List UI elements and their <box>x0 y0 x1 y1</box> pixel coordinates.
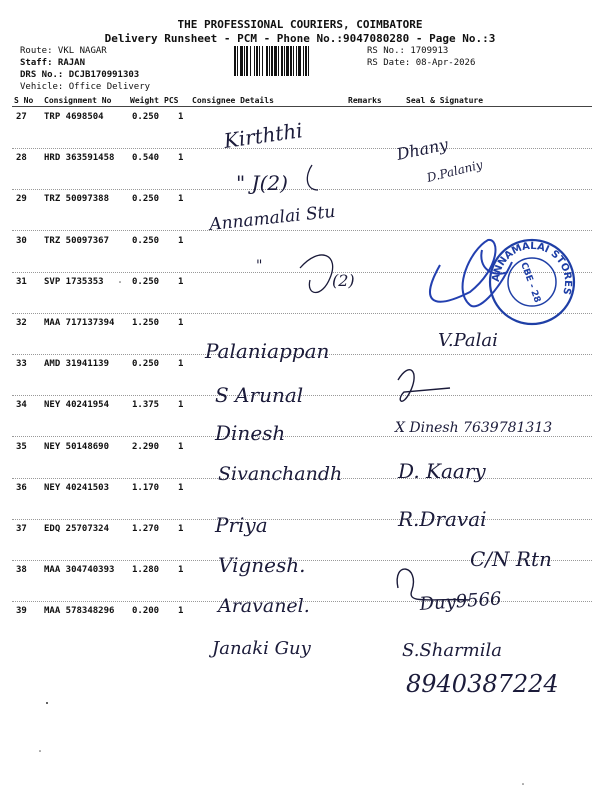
row-pcs: 1 <box>178 359 184 369</box>
col-consignment: Consignment No <box>44 96 112 105</box>
staff-label: Staff: RAJAN <box>20 58 86 68</box>
row-divider <box>12 189 592 190</box>
row-weight: 0.540 <box>132 153 160 163</box>
sig-28b: D.Palaniy <box>425 157 485 185</box>
row-divider <box>12 560 592 561</box>
row-pcs: 1 <box>178 153 184 163</box>
barcode-bar <box>237 46 238 76</box>
row-weight: 0.250 <box>132 277 160 287</box>
barcode-bar <box>240 46 243 76</box>
barcode-bar <box>262 46 263 76</box>
col-seal: Seal & Signature <box>406 96 484 105</box>
barcode-bar <box>271 46 273 76</box>
hand-name-33: S Arunal <box>215 383 304 407</box>
hand-name-29: Annamalai Stu <box>208 201 337 235</box>
barcode <box>234 46 362 76</box>
barcode-bar <box>234 46 236 76</box>
store-stamp <box>490 240 574 324</box>
barcode-bar <box>281 46 283 76</box>
scribble-28 <box>307 165 318 190</box>
row-pcs: 1 <box>178 606 184 616</box>
row-pcs: 1 <box>178 277 184 287</box>
row-sno: 31 <box>16 277 27 287</box>
receiver-phone: 8940387224 <box>406 670 559 698</box>
barcode-bar <box>256 46 258 76</box>
row-consignment: MAA 304740393 <box>44 565 115 575</box>
sig-37: C/N Rtn <box>470 547 552 571</box>
row-sno: 35 <box>16 442 27 452</box>
barcode-bar <box>259 46 260 76</box>
row-consignment: TRZ 50097367 <box>44 236 110 246</box>
signature-33 <box>398 370 450 402</box>
col-remarks: Remarks <box>348 96 382 105</box>
row-divider <box>12 230 592 231</box>
vehicle-label: Vehicle: Office Delivery <box>20 82 151 92</box>
row-consignment: TRZ 50097388 <box>44 194 110 204</box>
sig-28: Dhany <box>394 134 450 164</box>
blue-signature <box>430 240 512 306</box>
row-sno: 34 <box>16 400 27 410</box>
row-weight: 1.375 <box>132 400 160 410</box>
row-pcs: 1 <box>178 565 184 575</box>
barcode-bar <box>298 46 301 76</box>
row-weight: 2.290 <box>132 442 160 452</box>
row-pcs: 1 <box>178 236 184 246</box>
barcode-bar <box>296 46 297 76</box>
row-weight: 1.250 <box>132 318 160 328</box>
row-divider <box>12 354 592 355</box>
row-divider <box>12 519 592 520</box>
speck <box>46 702 48 704</box>
sig-36: R.Dravai <box>398 507 487 531</box>
row-consignment: SVP 1735353 <box>44 277 104 287</box>
row-consignment: AMD 31941139 <box>44 359 110 369</box>
row-consignment: HRD 363591458 <box>44 153 115 163</box>
drs-number: DRS No.: DCJB170991303 <box>20 70 140 80</box>
barcode-bar <box>305 46 307 76</box>
rs-date: RS Date: 08-Apr-2026 <box>367 58 476 68</box>
row-sno: 33 <box>16 359 27 369</box>
stamp-inner-ring <box>508 258 556 306</box>
signature-38-stroke <box>397 569 470 600</box>
col-sno: S No <box>14 96 34 105</box>
row-weight: 1.170 <box>132 483 160 493</box>
row-pcs: 1 <box>178 400 184 410</box>
row-consignment: TRP 4698504 <box>44 112 104 122</box>
barcode-bar <box>254 46 255 76</box>
header-divider <box>12 106 592 107</box>
row-sno: 36 <box>16 483 27 493</box>
row-sno: 27 <box>16 112 27 122</box>
runsheet-subtitle: Delivery Runsheet - PCM - Phone No.:9047080280 - Page No.:3 <box>104 32 496 45</box>
row-consignment: NEY 40241503 <box>44 483 110 493</box>
barcode-bar <box>246 46 248 76</box>
row-divider <box>12 601 592 602</box>
route-label: Route: VKL NAGAR <box>20 46 107 56</box>
row-sno: 30 <box>16 236 27 246</box>
row-consignment: NEY 40241954 <box>44 400 110 410</box>
row-divider <box>12 272 592 273</box>
hand-name-39: Janaki Guy <box>212 638 311 659</box>
row-weight: 0.200 <box>132 606 160 616</box>
row-weight: 0.250 <box>132 112 160 122</box>
row-divider <box>12 313 592 314</box>
speck <box>119 281 121 283</box>
barcode-bar <box>293 46 294 76</box>
row-pcs: 1 <box>178 112 184 122</box>
row-consignment: MAA 578348296 <box>44 606 115 616</box>
sig-34: X Dinesh 7639781313 <box>395 420 553 436</box>
hand-name-37: Vignesh. <box>218 553 306 577</box>
col-pcs: PCS <box>164 96 179 105</box>
sig-39: S.Sharmila <box>402 640 502 661</box>
row-sno: 37 <box>16 524 27 534</box>
row-consignment: EDQ 25707324 <box>44 524 110 534</box>
hand-name-32: Palaniappan <box>205 339 330 363</box>
row-pcs: 1 <box>178 524 184 534</box>
row-pcs: 1 <box>178 194 184 204</box>
row-sno: 38 <box>16 565 27 575</box>
barcode-bar <box>284 46 285 76</box>
barcode-bar <box>278 46 279 76</box>
rs-number: RS No.: 1709913 <box>367 46 449 56</box>
row-divider <box>12 395 592 396</box>
speck <box>39 750 41 752</box>
row-sno: 32 <box>16 318 27 328</box>
row-consignment: MAA 717137394 <box>44 318 115 328</box>
row-weight: 0.250 <box>132 359 160 369</box>
row-pcs: 1 <box>178 483 184 493</box>
hand-name-30: " <box>256 258 263 274</box>
barcode-bar <box>286 46 289 76</box>
barcode-bar <box>250 46 251 76</box>
barcode-bar <box>274 46 277 76</box>
row-pcs: 1 <box>178 318 184 328</box>
row-weight: 1.280 <box>132 565 160 575</box>
row-weight: 1.270 <box>132 524 160 534</box>
hand-name-28: " J(2) <box>236 171 288 195</box>
barcode-bar <box>269 46 270 76</box>
barcode-bar <box>290 46 292 76</box>
hand-name-31: (2) <box>332 271 355 290</box>
barcode-bar <box>303 46 304 76</box>
row-divider <box>12 436 592 437</box>
sig-35: D. Kaary <box>398 459 486 483</box>
hand-name-27: Kirththi <box>222 118 305 153</box>
company-title: THE PROFESSIONAL COURIERS, COIMBATORE <box>177 18 423 31</box>
row-divider <box>12 148 592 149</box>
scribble-31 <box>300 255 333 293</box>
col-consignee: Consignee Details <box>192 96 274 105</box>
hand-name-36: Priya <box>215 513 268 537</box>
barcode-bar <box>266 46 268 76</box>
col-weight: Weight <box>130 96 159 105</box>
sig-32: V.Palai <box>438 330 498 351</box>
row-pcs: 1 <box>178 442 184 452</box>
row-sno: 28 <box>16 153 27 163</box>
hand-name-34: Dinesh <box>215 421 286 445</box>
row-weight: 0.250 <box>132 194 160 204</box>
sig-38: Duy9566 <box>418 588 503 615</box>
hand-name-35: Sivanchandh <box>218 463 343 485</box>
row-sno: 39 <box>16 606 27 616</box>
row-sno: 29 <box>16 194 27 204</box>
row-consignment: NEY 50148690 <box>44 442 110 452</box>
row-divider <box>12 478 592 479</box>
row-weight: 0.250 <box>132 236 160 246</box>
barcode-bar <box>244 46 245 76</box>
stamp-text: ANNAMALAI STORES <box>490 240 574 296</box>
barcode-bar <box>308 46 309 76</box>
stamp-center-text: CBE - 28 <box>518 261 543 305</box>
hand-name-38: Aravanel. <box>218 595 310 617</box>
speck <box>522 783 524 785</box>
stamp-outer-ring <box>490 240 574 324</box>
